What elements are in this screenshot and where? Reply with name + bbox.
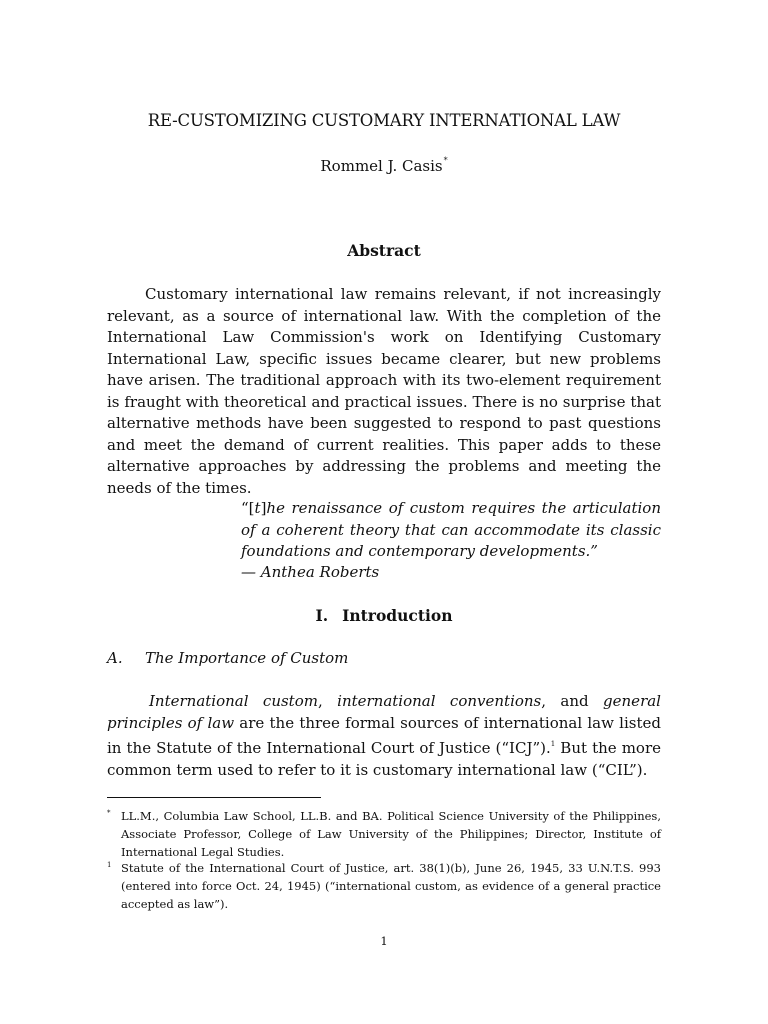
footnote-author (107, 807, 661, 861)
subsection-heading (107, 649, 348, 667)
subsection-letter: A. (107, 649, 123, 667)
footnote-mark: * (107, 809, 111, 817)
footnote-1 (107, 859, 661, 913)
author-footnote-mark: * (443, 156, 448, 165)
intro-term-conventions: international conventions (337, 692, 542, 710)
intro-separator-1: , (317, 692, 338, 710)
author-name: Rommel J. Casis (320, 157, 443, 175)
introduction-paragraph (107, 691, 661, 781)
epigraph-bracket-letter: t (254, 499, 261, 517)
abstract-paragraph: Customary international law remains relevant, if not increasingly relevant, as a source of international law. With the completion of the International Law Commission's work on Identifying Customary International Law, specific issues became clearer, but new problems have arisen. The traditional approach with its two-element requirement is fraught with theoretical and practical issues. There is no surprise that alternative methods have been suggested to respond to past questions and meet the demand of current realities. This paper adds to these alternative approaches by addressing the problems and meeting the needs of the times. (107, 285, 661, 497)
intro-text-a: are the three formal sources of international law listed in the Statute of the International Court of Justice (“ICJ”). (107, 713, 661, 757)
author-line (0, 156, 768, 175)
footnote-text: Statute of the International Court of Justice, art. 38(1)(b), June 26, 1945, 33 U.N.T.S. 993 (entered into force Oct. 24, 1945) (“international custom, as evidence of a general practice accepted as law”). (121, 861, 661, 911)
footnote-reference-1: 1 (550, 740, 556, 748)
page-number: 1 (380, 934, 388, 948)
footnote-mark: 1 (107, 861, 112, 869)
epigraph-quote-text: he renaissance of custom requires the articulation of a coherent theory that can accommodate its classic foundations and contemporary developments.” (241, 499, 661, 560)
intro-text-b: But the more common term used to refer to it is customary international law (“CIL”). (107, 739, 662, 779)
intro-term-custom: International custom (149, 692, 318, 710)
section-title: Introduction (342, 606, 453, 625)
paper-title: RE-CUSTOMIZING CUSTOMARY INTERNATIONAL LAW (147, 111, 621, 130)
epigraph-open-quote: “[ (241, 499, 255, 517)
intro-term-principles: general principles of law (107, 692, 661, 732)
subsection-title: The Importance of Custom (145, 649, 349, 667)
footnote-separator (107, 797, 321, 798)
abstract-heading: Abstract (347, 241, 421, 260)
intro-separator-2: , and (541, 692, 604, 710)
epigraph-close-bracket: ] (260, 499, 267, 517)
section-number: I. (315, 606, 329, 625)
footnote-text: LL.M., Columbia Law School, LL.B. and BA. Political Science University of the Philippines, Associate Professor, College of Law University of the Philippines; Director, Institute of International Legal Studies. (121, 809, 661, 859)
epigraph-attribution: — Anthea Roberts (241, 563, 380, 581)
epigraph-quote (241, 498, 661, 563)
section-heading (0, 606, 768, 625)
